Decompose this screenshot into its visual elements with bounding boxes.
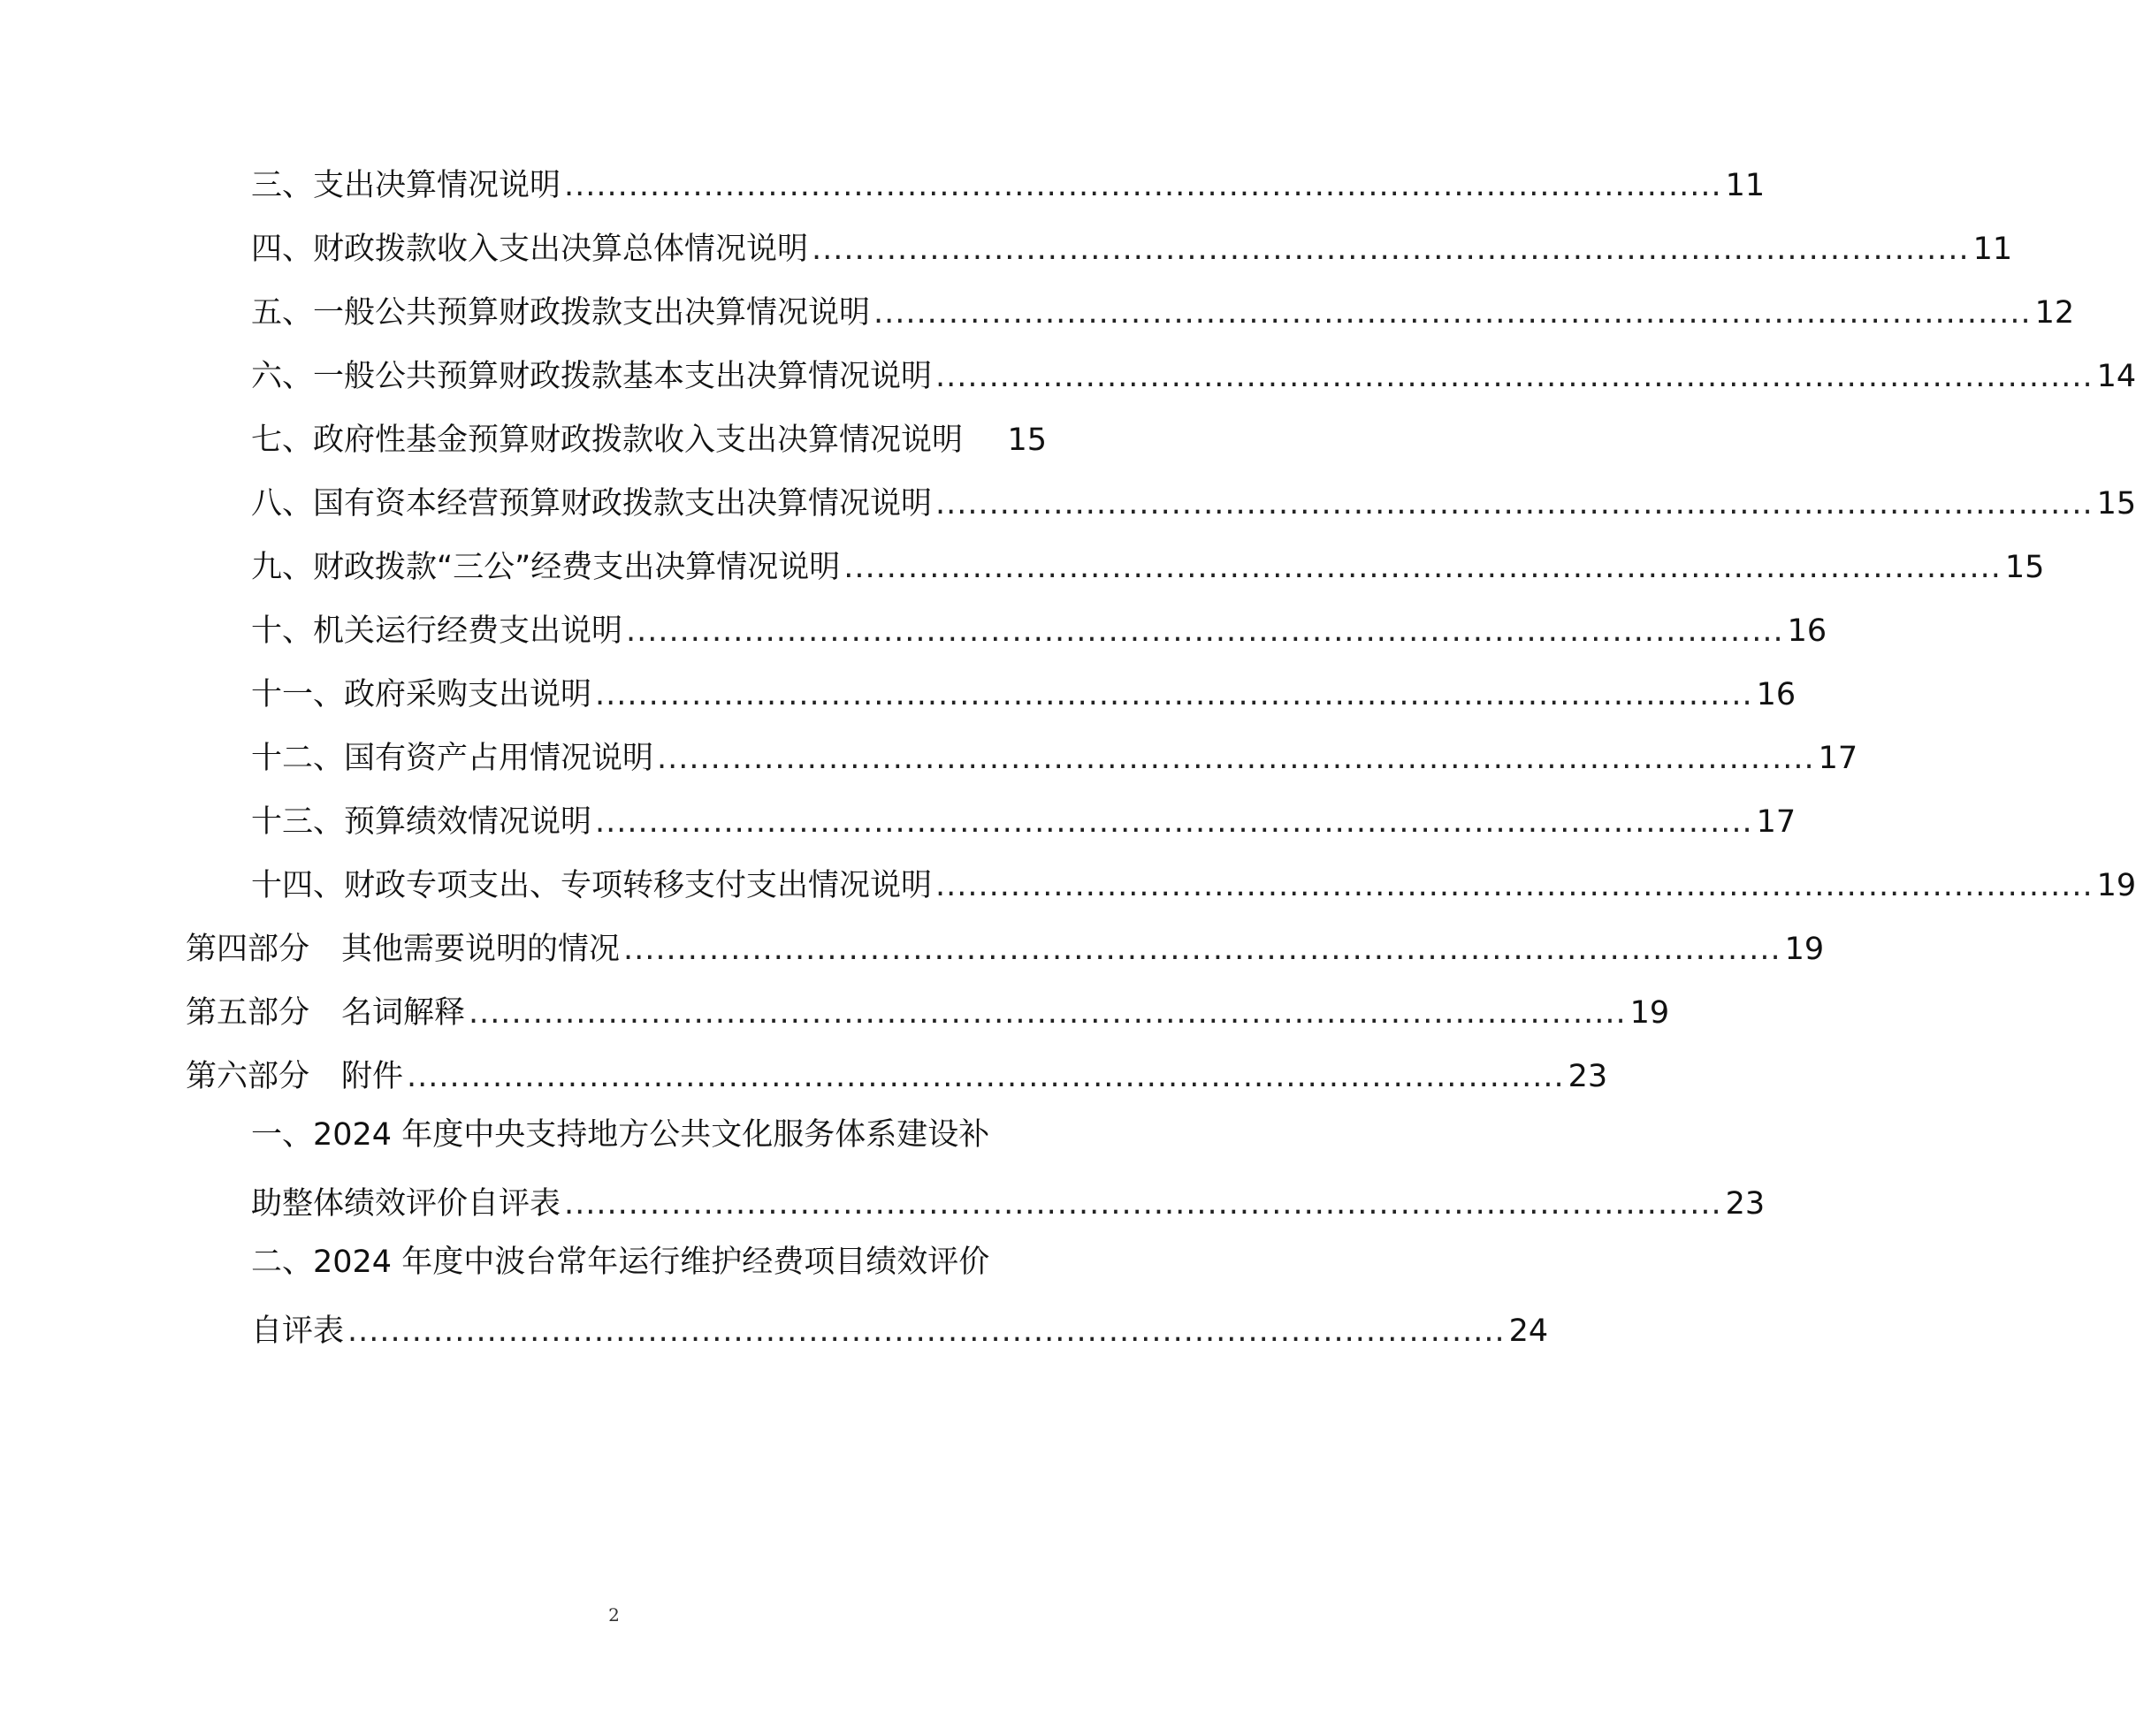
toc-entry[interactable] [251, 474, 2136, 523]
toc-entry[interactable] [251, 1174, 1766, 1223]
toc-entry-page: 24 [1508, 1313, 1549, 1349]
toc-entry[interactable] [251, 346, 2136, 396]
toc-entry-title: 十四、财政专项支出、专项转移支付支出情况说明 [251, 868, 933, 903]
toc-part-label: 第四部分 其他需要说明的情况 [186, 932, 621, 967]
toc-entry[interactable] [251, 728, 1858, 778]
toc-part-entry[interactable] [186, 919, 1825, 969]
toc-entry[interactable] [251, 219, 2013, 269]
toc-attachment-line[interactable]: 二、2024 年度中波台常年运行维护经费项目绩效评价 [251, 1245, 990, 1280]
toc-part-entry[interactable] [186, 1047, 1608, 1096]
toc-entry[interactable] [251, 156, 1766, 205]
toc-entry-title: 十、机关运行经费支出说明 [251, 613, 623, 649]
toc-leader-dots: ............................................................................................................ [812, 232, 1970, 267]
toc-entry-page: 16 [1756, 677, 1797, 712]
toc-entry-title: 六、一般公共预算财政拨款基本支出决算情况说明 [251, 359, 933, 394]
toc-leader-dots: ............................................................................................................ [873, 295, 2032, 331]
toc-leader-dots: ............................................................................................................ [407, 1059, 1565, 1094]
toc-entry-page: 12 [2034, 295, 2075, 331]
toc-entry-page: 23 [1725, 1186, 1766, 1222]
toc-entry-title: 十一、政府采购支出说明 [251, 677, 592, 712]
toc-entry-page: 23 [1568, 1059, 1608, 1094]
toc-entry[interactable] [251, 792, 1797, 841]
toc-entry-page: 19 [1784, 932, 1825, 967]
toc-leader-dots: ............................................................................................................ [657, 741, 1815, 776]
toc-leader-dots: ............................................................................................................ [623, 932, 1781, 967]
toc-entry[interactable] [251, 856, 2136, 905]
toc-leader-dots: ............................................................................................................ [347, 1313, 1506, 1349]
toc-entry[interactable] [251, 537, 2045, 587]
toc-entry[interactable] [251, 410, 1047, 460]
toc-entry-page: 15 [2004, 550, 2045, 585]
toc-entry-page: 15 [1007, 423, 1047, 458]
toc-entry-title: 四、财政拨款收入支出决算总体情况说明 [251, 232, 809, 267]
toc-entry[interactable] [251, 283, 2075, 332]
toc-leader-dots: ............................................................................................................ [935, 359, 2094, 394]
toc-leader-dots: ............................................................................................................ [935, 868, 2094, 903]
toc-entry-title: 十三、预算绩效情况说明 [251, 804, 592, 840]
page-number: 2 [608, 1604, 620, 1626]
toc-attachment-line[interactable]: 一、2024 年度中央支持地方公共文化服务体系建设补 [251, 1117, 990, 1153]
toc-entry-page: 14 [2096, 359, 2136, 394]
toc-entry-title: 八、国有资本经营预算财政拨款支出决算情况说明 [251, 486, 933, 522]
toc-part-entry[interactable] [186, 983, 1670, 1032]
toc-entry-title: 九、财政拨款“三公”经费支出决算情况说明 [251, 550, 841, 585]
toc-leader-dots: ............................................................................................................ [595, 804, 1753, 840]
toc-entry[interactable] [251, 665, 1797, 714]
toc-part-label: 第六部分 附件 [186, 1059, 404, 1094]
toc-leader-dots: ............................................................................................................ [595, 677, 1753, 712]
toc-entry-title: 助整体绩效评价自评表 [251, 1186, 561, 1222]
toc-entry[interactable] [251, 601, 1827, 651]
toc-entry-page: 17 [1818, 741, 1858, 776]
toc-part-label: 第五部分 名词解释 [186, 995, 466, 1031]
toc-entry-page: 11 [1972, 232, 2013, 267]
toc-entry-page: 19 [1629, 995, 1670, 1031]
toc-entry-title: 三、支出决算情况说明 [251, 168, 561, 203]
toc-leader-dots: ............................................................................................................ [935, 486, 2094, 522]
toc-entry-page: 15 [2096, 486, 2136, 522]
toc-leader-dots: ............................................................................................................ [564, 1186, 1722, 1222]
toc-entry[interactable] [251, 1301, 1549, 1351]
toc-entry-page: 19 [2096, 868, 2136, 903]
toc-leader-dots: ............................................................................................................ [626, 613, 1784, 649]
toc-entry-title: 五、一般公共预算财政拨款支出决算情况说明 [251, 295, 871, 331]
toc-entry-page: 11 [1725, 168, 1766, 203]
toc-entry-page: 17 [1756, 804, 1797, 840]
toc-entry-title: 七、政府性基金预算财政拨款收入支出决算情况说明 [251, 423, 964, 458]
toc-leader-dots: ............................................................................................................ [564, 168, 1722, 203]
toc-leader-dots: ............................................................................................................ [843, 550, 2002, 585]
toc-entry-title: 十二、国有资产占用情况说明 [251, 741, 654, 776]
toc-leader-dots: ............................................................................................................ [469, 995, 1627, 1031]
toc-entry-page: 16 [1787, 613, 1827, 649]
toc-entry-title: 自评表 [251, 1313, 345, 1349]
